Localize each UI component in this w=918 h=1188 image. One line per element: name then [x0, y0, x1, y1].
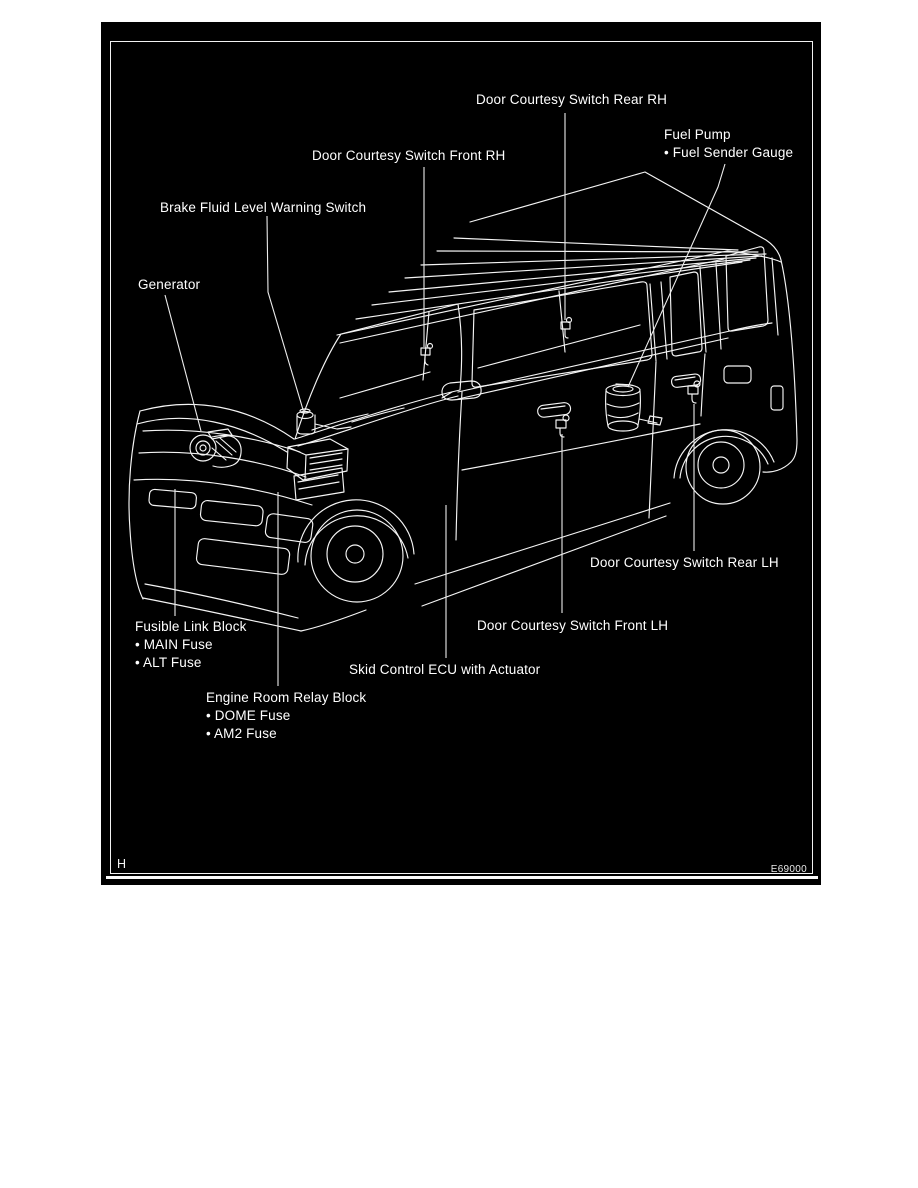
- roof-far-edge: [470, 172, 781, 260]
- component-label-door-courtesy-switch-front-rh: Door Courtesy Switch Front RH: [312, 148, 506, 163]
- fender-door-seam: [456, 392, 462, 540]
- component-label-door-courtesy-switch-rear-lh: Door Courtesy Switch Rear LH: [590, 555, 779, 570]
- component-label-fusible-link-block: Fusible Link Block • MAIN Fuse • ALT Fuse: [135, 619, 247, 670]
- rear-wheel: [674, 430, 774, 504]
- door-seam-1: [649, 362, 656, 518]
- engine-room-relay-block-part: [287, 439, 348, 500]
- component-label-door-courtesy-switch-rear-rh: Door Courtesy Switch Rear RH: [476, 92, 668, 107]
- leader-line-brake-fluid-level-warning-switch: [267, 216, 304, 413]
- rear-vent: [771, 386, 783, 410]
- component-label-generator: Generator: [138, 277, 201, 292]
- quarter-trim: [724, 366, 751, 383]
- quarter-window: [726, 247, 768, 331]
- component-label-skid-control-ecu-with-actuator: Skid Control ECU with Actuator: [349, 662, 541, 677]
- figure-code: E69000: [770, 864, 807, 875]
- front-lower: [301, 610, 366, 631]
- door-courtesy-switch-front-lh-part: [556, 415, 569, 437]
- component-label-door-courtesy-switch-front-lh: Door Courtesy Switch Front LH: [477, 618, 669, 633]
- rear-edge: [781, 260, 797, 462]
- component-label-fuel-pump: Fuel Pump • Fuel Sender Gauge: [664, 127, 794, 160]
- b-pillar: [650, 282, 667, 361]
- cowl-line: [298, 396, 458, 446]
- bumper-grille: [149, 489, 314, 575]
- component-label-engine-room-relay-block: Engine Room Relay Block • DOME Fuse • AM2 Fuse: [206, 690, 367, 741]
- windshield: [295, 304, 462, 439]
- rear-pillar-inner: [772, 258, 778, 335]
- body-crease: [462, 424, 700, 470]
- front-left-edge: [129, 411, 143, 599]
- hood-lip: [137, 418, 287, 452]
- front-wheel: [298, 500, 414, 602]
- page-marker: H: [117, 857, 127, 871]
- front-band-1: [143, 430, 300, 452]
- c-pillar: [700, 263, 721, 352]
- leader-line-generator: [165, 295, 201, 431]
- cowl-inner: [340, 372, 430, 398]
- front-band-2: [139, 452, 306, 477]
- generator-part: [190, 429, 241, 467]
- door-courtesy-switch-front-rh-part: [421, 344, 433, 366]
- door-seam-2: [701, 354, 705, 416]
- front-band-3: [134, 479, 312, 505]
- component-label-brake-fluid-level-warning-switch: Brake Fluid Level Warning Switch: [160, 200, 367, 215]
- far-belt-line: [478, 325, 640, 368]
